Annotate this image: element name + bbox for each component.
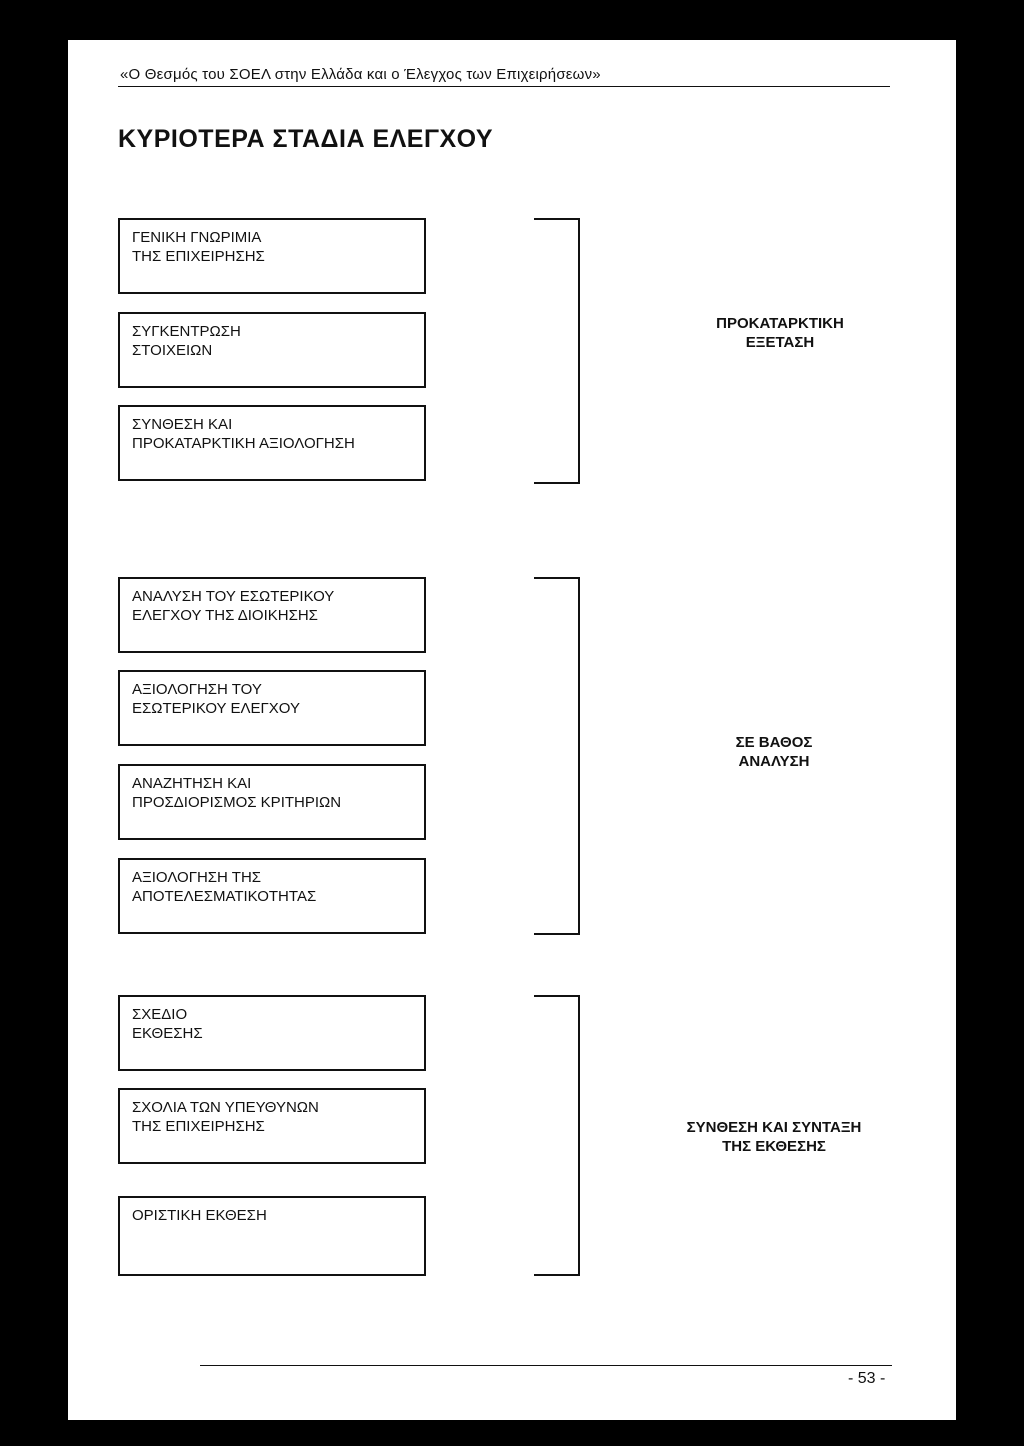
step-line: ΟΡΙΣΤΙΚΗ ΕΚΘΕΣΗ bbox=[132, 1207, 267, 1224]
group-bracket bbox=[534, 995, 580, 1276]
step-line: ΑΝΑΖΗΤΗΣΗ ΚΑΙ bbox=[132, 775, 252, 792]
step-line: ΣΧΕΔΙΟ bbox=[132, 1006, 188, 1023]
group-bracket bbox=[534, 218, 580, 484]
step-data-collection bbox=[118, 312, 426, 388]
step-final-report bbox=[118, 1196, 426, 1276]
group-label-line: ΑΝΑΛΥΣΗ bbox=[738, 753, 810, 770]
step-preliminary-evaluation bbox=[118, 405, 426, 481]
step-line: ΑΞΙΟΛΟΓΗΣΗ ΤΟΥ bbox=[132, 681, 262, 698]
page-title: ΚΥΡΙΟΤΕΡΑ ΣΤΑΔΙΑ ΕΛΕΓΧΟΥ bbox=[118, 125, 494, 153]
group-label-line: ΣΕ ΒΑΘΟΣ bbox=[735, 734, 813, 751]
footer-rule-right bbox=[788, 1365, 892, 1366]
step-line: ΣΤΟΙΧΕΙΩΝ bbox=[132, 342, 213, 359]
step-line: ΤΗΣ ΕΠΙΧΕΙΡΗΣΗΣ bbox=[132, 1118, 265, 1135]
step-line: ΑΝΑΛΥΣΗ ΤΟΥ ΕΣΩΤΕΡΙΚΟΥ bbox=[132, 588, 335, 605]
step-criteria-search bbox=[118, 764, 426, 840]
step-line: ΣΥΓΚΕΝΤΡΩΣΗ bbox=[132, 323, 241, 340]
step-internal-control-analysis bbox=[118, 577, 426, 653]
step-line: ΑΠΟΤΕΛΕΣΜΑΤΙΚΟΤΗΤΑΣ bbox=[132, 888, 317, 905]
group-label-line: ΠΡΟΚΑΤΑΡΚΤΙΚΗ bbox=[716, 315, 844, 332]
group-label-line: ΤΗΣ ΕΚΘΕΣΗΣ bbox=[722, 1138, 826, 1155]
group-label-report bbox=[664, 1118, 884, 1156]
footer-rule bbox=[200, 1365, 788, 1366]
step-management-comments bbox=[118, 1088, 426, 1164]
group-label-preliminary bbox=[690, 314, 870, 352]
step-internal-control-evaluation bbox=[118, 670, 426, 746]
step-line: ΠΡΟΣΔΙΟΡΙΣΜΟΣ ΚΡΙΤΗΡΙΩΝ bbox=[132, 794, 342, 811]
step-line: ΕΣΩΤΕΡΙΚΟΥ ΕΛΕΓΧΟΥ bbox=[132, 700, 300, 717]
running-header: «Ο Θεσμός του ΣΟΕΛ στην Ελλάδα και ο Έλεγχος των Επιχειρήσεων» bbox=[120, 66, 601, 83]
group-label-line: ΣΥΝΘΕΣΗ ΚΑΙ ΣΥΝΤΑΞΗ bbox=[686, 1119, 862, 1136]
step-line: ΑΞΙΟΛΟΓΗΣΗ ΤΗΣ bbox=[132, 869, 262, 886]
group-label-line: ΕΞΕΤΑΣΗ bbox=[745, 334, 815, 351]
group-bracket bbox=[534, 577, 580, 935]
header-rule bbox=[118, 86, 890, 87]
page-number: - 53 - bbox=[848, 1370, 886, 1387]
step-effectiveness-evaluation bbox=[118, 858, 426, 934]
step-line: ΣΥΝΘΕΣΗ ΚΑΙ bbox=[132, 416, 233, 433]
step-line: ΤΗΣ ΕΠΙΧΕΙΡΗΣΗΣ bbox=[132, 248, 265, 265]
group-label-in-depth bbox=[684, 733, 864, 771]
step-line: ΕΚΘΕΣΗΣ bbox=[132, 1025, 203, 1042]
step-line: ΓΕΝΙΚΗ ΓΝΩΡΙΜΙΑ bbox=[132, 229, 262, 246]
step-line: ΣΧΟΛΙΑ ΤΩΝ ΥΠΕΥΘΥΝΩΝ bbox=[132, 1099, 319, 1116]
step-report-draft bbox=[118, 995, 426, 1071]
step-general-acquaintance bbox=[118, 218, 426, 294]
step-line: ΕΛΕΓΧΟΥ ΤΗΣ ΔΙΟΙΚΗΣΗΣ bbox=[132, 607, 318, 624]
step-line: ΠΡΟΚΑΤΑΡΚΤΙΚΗ ΑΞΙΟΛΟΓΗΣΗ bbox=[132, 435, 355, 452]
